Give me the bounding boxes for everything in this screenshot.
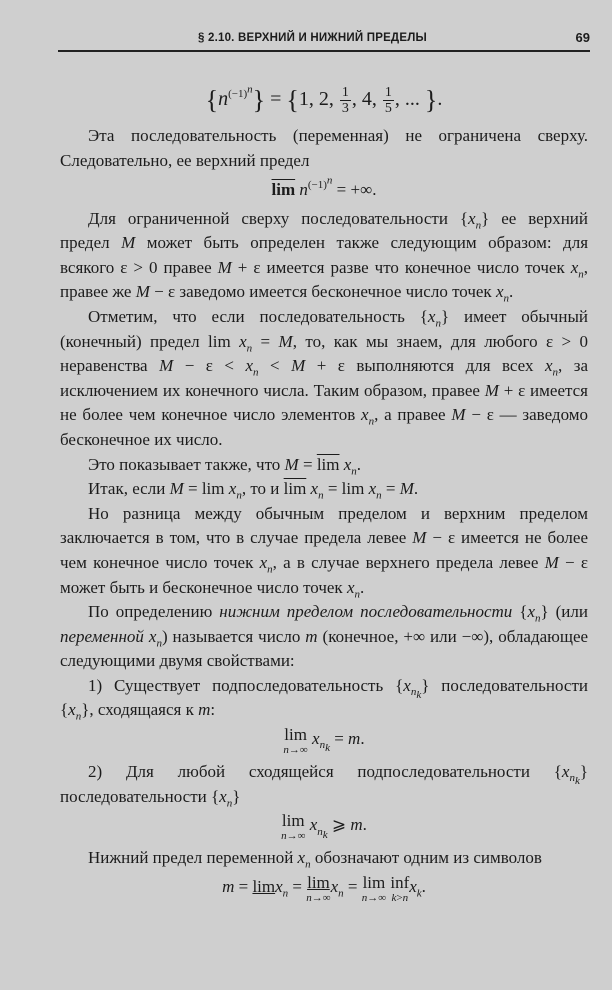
- formula-liminf-notation: m = limx$_n$ = lim n→∞ $x_n = \lim$ n→∞ inf k>n $x_k$.: [222, 872, 426, 904]
- paragraph-6: Но разница между обычным пределом и верхним пределом заключается в том, что в случае предела левее M − ε имеется не более чем конечное число точек $x_n$, а в случае верхнего предела левее M − ε может быть и бесконечное число точек $x_n$.: [60, 503, 589, 600]
- paragraph-4: Это показывает также, что $M = \overline{lim}$ $x_n$.: [88, 454, 362, 477]
- paragraph-8: 1) Существует подпоследовательность $\{x_{n_k}\}$ последовательности $\{x_n\}$, сходящаяся к m:: [60, 675, 588, 723]
- paragraph-3: Отметим, что если последовательность $\{x_n\}$ имеет обычный (конечный) предел $\lim x_n = M$, то, как мы знаем, для любого ε > 0 неравенства $M - \varepsilon < x_n < M + \varepsilon$ выполняются для всех $x_n$, за исключением их конечного числа. Таким образом, правее M + ε имеется не более чем конечное число элементов $x_n$, а правее M − ε — заведомо бесконечное их число.: [60, 306, 589, 449]
- section-title: § 2.10. ВЕРХНИЙ И НИЖНИЙ ПРЕДЕЛЫ: [198, 32, 427, 44]
- paragraph-9: 2) Для любой сходящейся подпоследовательности $\{x_{n_k}\}$ последовательности $\{x_n\}$: [60, 762, 588, 810]
- running-header: [58, 26, 590, 52]
- formula-sequence: $\{n^{(-1)^n}\} = \{1$, 2, $\frac{1}{3}$ , 4, $\frac{1}{5}$ , ... }.: [205, 83, 443, 116]
- paragraph-7: По определению нижним пределом последовательности $\{x_n\}$ (или переменной $x_n$) называется число m (конечное, +∞ или −∞), обладающее следующими двумя свойствами:: [60, 602, 589, 671]
- formula-subseq-inequality: lim n→∞ $x_{n_k}$ ⩾ m.: [281, 811, 367, 843]
- page-number: 69: [575, 30, 590, 45]
- formula-limsup: $\overline{lim}$ $n^{(-1)^n}$ = +∞.: [271, 174, 377, 199]
- page-body: [60, 76, 588, 908]
- paragraph-5: Итак, если $M = \lim x_n$, то и $\overline{lim}$ $x_n = \lim x_n = M$.: [88, 479, 419, 502]
- paragraph-2: Для ограниченной сверху последовательности $\{x_n\}$ ее верхний предел M может быть определен также следующим образом: для всякого ε > 0 правее M + ε имеется разве что конечное число точек $x_n$, правее же M − ε заведомо имеется бесконечное число точек $x_n$.: [60, 208, 589, 305]
- paragraph-10: Нижний предел переменной $x_n$ обозначают одним из символов: [88, 848, 542, 871]
- paragraph-1: Эта последовательность (переменная) не ограничена сверху. Следовательно, ее верхний предел: [60, 126, 588, 170]
- formula-subseq-limit: lim n→∞ $x_{n_k} = m$.: [283, 725, 365, 757]
